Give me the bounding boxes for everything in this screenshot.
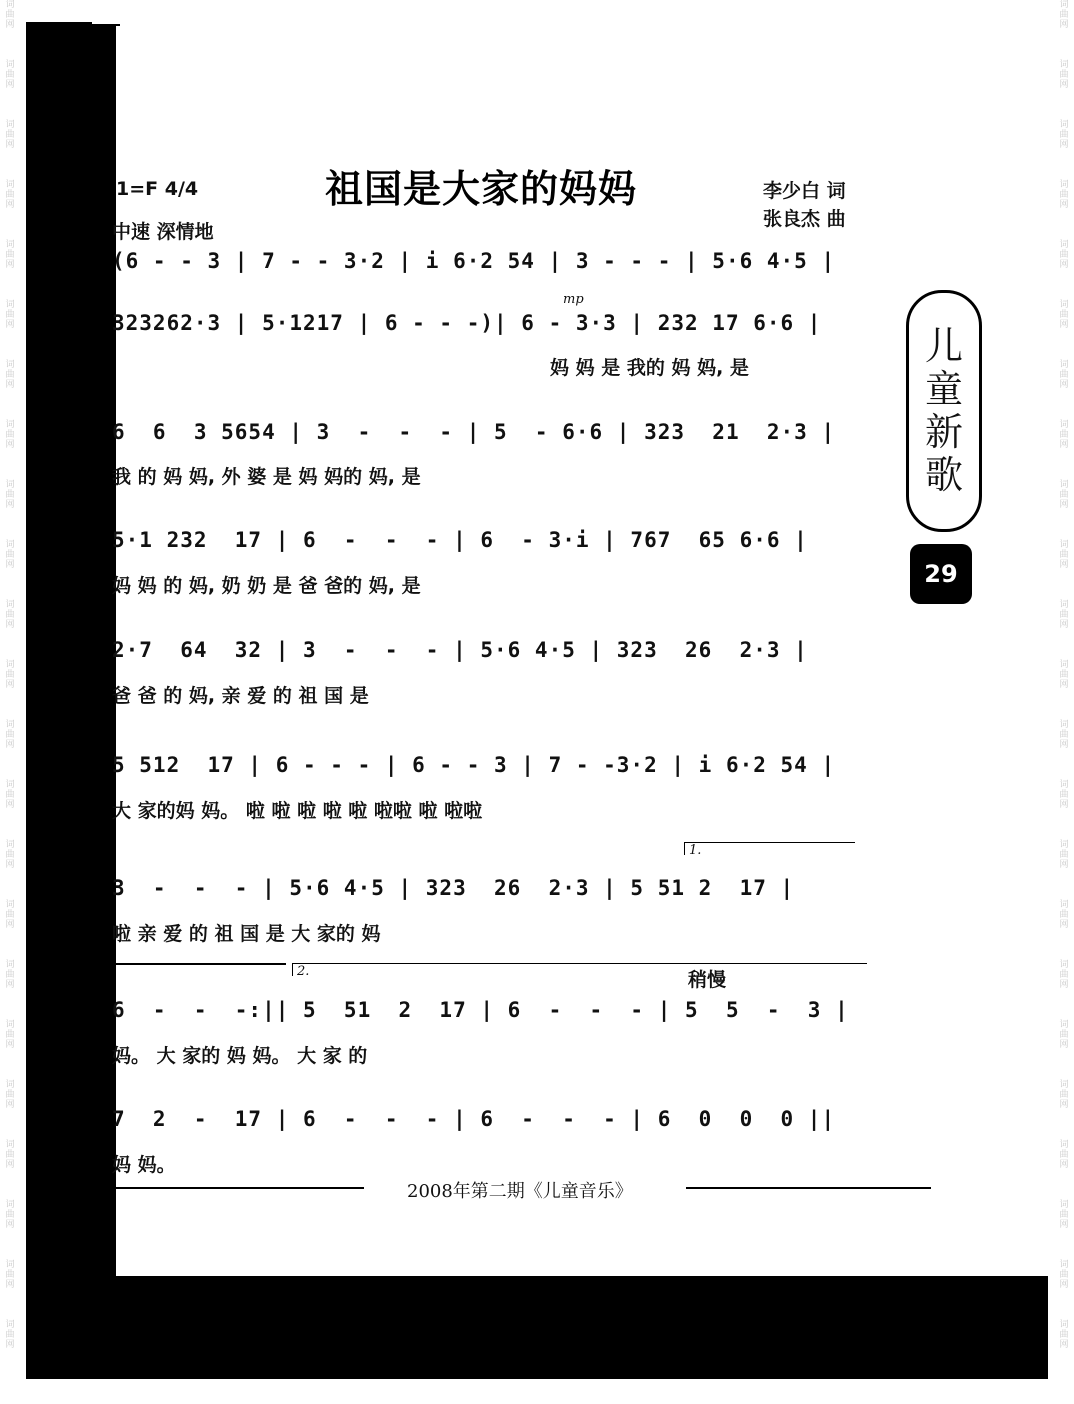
second-ending: 2. xyxy=(292,963,867,976)
watermark-text: 词 曲 网 xyxy=(5,360,15,390)
watermark-left xyxy=(2,0,18,1404)
watermark-text: 词 曲 网 xyxy=(1059,60,1069,90)
lyric-row: 我 的 妈 妈, 外 婆 是 妈 妈的 妈, 是 xyxy=(112,466,421,488)
notation-row: (6 - - 3 | 7 - - 3·2 | i 6·2 54 | 3 - - - | 5·6 4·5 | xyxy=(112,249,836,273)
lyric-row: 妈 妈 是 我的 妈 妈, 是 xyxy=(550,357,749,379)
watermark-text: 词 曲 网 xyxy=(5,1020,15,1050)
watermark-text: 词 曲 网 xyxy=(5,540,15,570)
section-char: 童 xyxy=(924,367,963,411)
watermark-text: 词 曲 网 xyxy=(5,0,15,30)
watermark-text: 词 曲 网 xyxy=(5,600,15,630)
watermark-text: 词 曲 网 xyxy=(1059,1140,1069,1170)
ending-line xyxy=(116,963,286,965)
watermark-text: 词 曲 网 xyxy=(1059,600,1069,630)
watermark-text: 词 曲 网 xyxy=(1059,960,1069,990)
watermark-text: 词 曲 网 xyxy=(5,1140,15,1170)
section-tab xyxy=(906,290,982,532)
notation-row: 3 - - - | 5·6 4·5 | 323 26 2·3 | 5 51 2 17 | xyxy=(112,876,795,900)
watermark-text: 词 曲 网 xyxy=(1059,720,1069,750)
notation-row: 5 512 17 | 6 - - - | 6 - - 3 | 7 - -3·2 | i 6·2 54 | xyxy=(112,753,836,777)
lyric-row: 爸 爸 的 妈, 亲 爱 的 祖 国 是 xyxy=(112,685,369,707)
song-title: 祖国是大家的妈妈 xyxy=(325,167,638,211)
watermark-text: 词 曲 网 xyxy=(1059,1200,1069,1230)
watermark-text: 词 曲 网 xyxy=(1059,420,1069,450)
scan-border-bottom xyxy=(26,1276,1048,1379)
footer-rule-left xyxy=(112,1187,364,1189)
section-char: 新 xyxy=(924,410,963,454)
watermark-text: 词 曲 网 xyxy=(1059,480,1069,510)
watermark-text: 词 曲 网 xyxy=(1059,900,1069,930)
watermark-text: 词 曲 网 xyxy=(5,780,15,810)
notation-row: 2·7 64 32 | 3 - - - | 5·6 4·5 | 323 26 2·3 | xyxy=(112,638,808,662)
watermark-right xyxy=(1056,0,1072,1404)
watermark-text: 词 曲 网 xyxy=(5,120,15,150)
watermark-text: 词 曲 网 xyxy=(5,960,15,990)
watermark-text: 词 曲 网 xyxy=(5,900,15,930)
lyricist-credit: 李少白 词 xyxy=(763,180,846,202)
watermark-text: 词 曲 网 xyxy=(1059,300,1069,330)
page-number: 29 xyxy=(910,544,972,604)
watermark-text: 词 曲 网 xyxy=(5,420,15,450)
watermark-text: 词 曲 网 xyxy=(5,1080,15,1110)
watermark-text: 词 曲 网 xyxy=(1059,0,1069,30)
watermark-text: 词 曲 网 xyxy=(1059,1320,1069,1350)
watermark-text: 词 曲 网 xyxy=(1059,120,1069,150)
watermark-text: 词 曲 网 xyxy=(1059,1080,1069,1110)
lyric-row: 妈 妈。 xyxy=(112,1154,176,1176)
watermark-text: 词 曲 网 xyxy=(1059,840,1069,870)
watermark-text: 词 曲 网 xyxy=(5,60,15,90)
footer-rule-right xyxy=(686,1187,931,1189)
watermark-text: 词 曲 网 xyxy=(5,720,15,750)
notation-row: 6 6 3 5654 | 3 - - - | 5 - 6·6 | 323 21 2·3 | xyxy=(112,420,836,444)
notation-row: 5·1 232 17 | 6 - - - | 6 - 3·i | 767 65 6·6 | xyxy=(112,528,808,552)
watermark-text: 词 曲 网 xyxy=(5,300,15,330)
watermark-text: 词 曲 网 xyxy=(1059,180,1069,210)
dynamic-mark: mp xyxy=(563,292,584,307)
lyric-row: 啦 亲 爱 的 祖 国 是 大 家的 妈 xyxy=(112,923,381,945)
watermark-text: 词 曲 网 xyxy=(1059,660,1069,690)
notation-row: 6 - - -:|| 5 51 2 17 | 6 - - - | 5 5 - 3 | xyxy=(112,998,849,1022)
watermark-text: 词 曲 网 xyxy=(5,480,15,510)
lyric-row: 大 家的妈 妈。 啦 啦 啦 啦 啦 啦啦 啦 啦啦 xyxy=(112,800,483,822)
watermark-text: 词 曲 网 xyxy=(5,240,15,270)
lyric-row: 妈 妈 的 妈, 奶 奶 是 爸 爸的 妈, 是 xyxy=(112,575,421,597)
tempo-marking: 中速 深情地 xyxy=(112,221,214,243)
notation-row: 323262·3 | 5·1217 | 6 - - -)| 6 - 3·3 | 232 17 6·6 | xyxy=(112,311,822,335)
watermark-text: 词 曲 网 xyxy=(1059,780,1069,810)
composer-credit: 张良杰 曲 xyxy=(763,208,846,230)
section-char: 歌 xyxy=(924,453,963,497)
watermark-text: 词 曲 网 xyxy=(1059,540,1069,570)
section-char: 儿 xyxy=(924,324,963,368)
key-signature: 1=F 4/4 xyxy=(116,178,199,200)
notation-row: 7 2 - 17 | 6 - - - | 6 - - - | 6 0 0 0 || xyxy=(112,1107,836,1131)
watermark-text: 词 曲 网 xyxy=(5,1200,15,1230)
watermark-text: 词 曲 网 xyxy=(1059,240,1069,270)
tempo-change: 稍慢 xyxy=(688,969,727,991)
first-ending: 1. xyxy=(684,842,855,855)
watermark-text: 词 曲 网 xyxy=(5,180,15,210)
footer-source: 2008年第二期《儿童音乐》 xyxy=(407,1181,633,1202)
watermark-text: 词 曲 网 xyxy=(1059,360,1069,390)
watermark-text: 词 曲 网 xyxy=(5,840,15,870)
watermark-text: 词 曲 网 xyxy=(5,1320,15,1350)
watermark-text: 词 曲 网 xyxy=(5,1260,15,1290)
watermark-text: 词 曲 网 xyxy=(5,660,15,690)
watermark-text: 词 曲 网 xyxy=(1059,1260,1069,1290)
lyric-row: 妈。 大 家的 妈 妈。 大 家 的 xyxy=(112,1045,368,1067)
watermark-text: 词 曲 网 xyxy=(1059,1020,1069,1050)
